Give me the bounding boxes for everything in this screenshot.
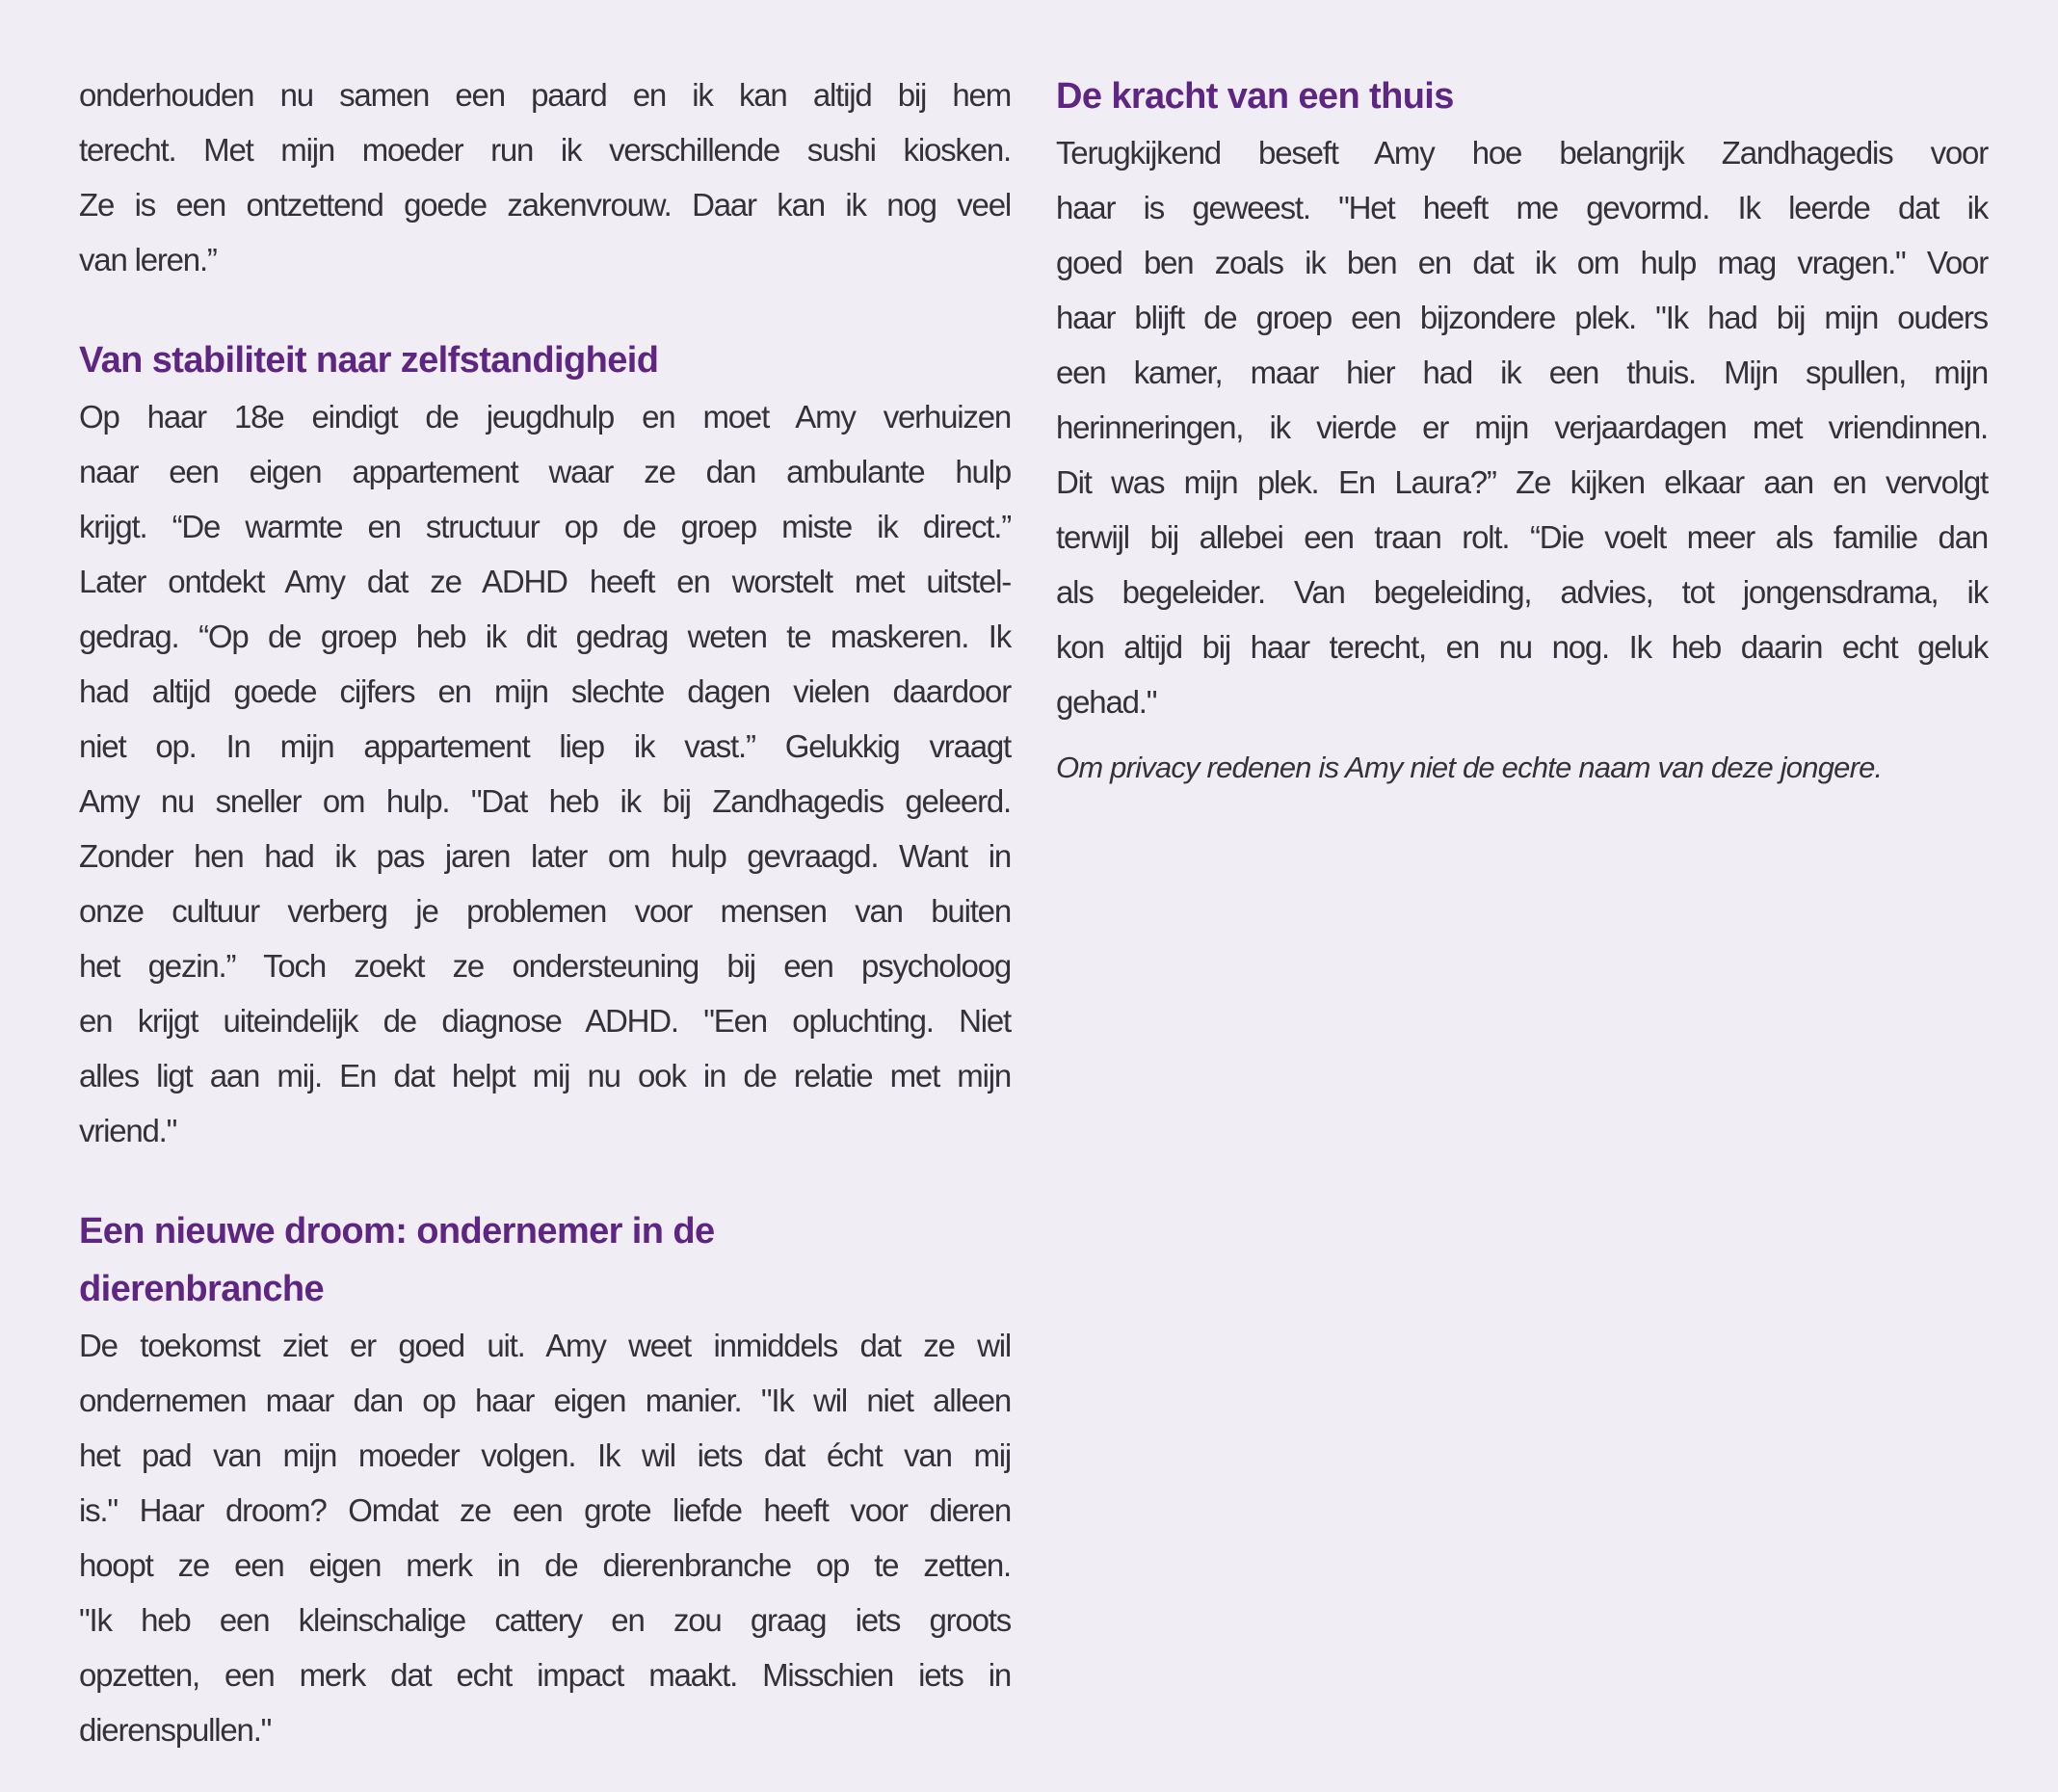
- text-line: Op haar 18e eindigt de jeugdhulp en moet Amy verhuizen: [79, 399, 1011, 435]
- text-line: een kamer, maar hier had ik een thuis. Mijn spullen, mijn: [1056, 355, 1988, 390]
- text-line: goed ben zoals ik ben en dat ik om hulp mag vragen." Voor: [1056, 245, 1988, 280]
- paragraph: [79, 389, 1011, 1158]
- text-line: onderhouden nu samen een paard en ik kan altijd bij hem: [79, 77, 1011, 113]
- text-line: De toekomst ziet er goed uit. Amy weet inmiddels dat ze wil: [79, 1328, 1011, 1363]
- text-line: opzetten, een merk dat echt impact maakt. Misschien iets in: [79, 1657, 1011, 1693]
- text-line: kon altijd bij haar terecht, en nu nog. Ik heb daarin echt geluk: [1056, 629, 1988, 665]
- left-column: [79, 67, 1011, 1792]
- privacy-note: [1056, 745, 1988, 791]
- section-heading: [79, 331, 1011, 389]
- section-heading: [79, 1202, 1011, 1318]
- text-line: alles ligt aan mij. En dat helpt mij nu ook in de relatie met mijn: [79, 1058, 1011, 1094]
- text-line: krijgt. “De warmte en structuur op de groep miste ik direct.”: [79, 509, 1011, 544]
- text-line: Dit was mijn plek. En Laura?” Ze kijken elkaar aan en vervolgt: [1056, 464, 1988, 500]
- paragraph: [79, 67, 1011, 287]
- text-line: Zonder hen had ik pas jaren later om hulp gevraagd. Want in: [79, 838, 1011, 874]
- text-line: niet op. In mijn appartement liep ik vast.” Gelukkig vraagt: [79, 728, 1011, 764]
- text-line: had altijd goede cijfers en mijn slechte dagen vielen daardoor: [79, 673, 1011, 709]
- heading-line: Een nieuwe droom: ondernemer in de: [79, 1211, 715, 1252]
- paragraph: [79, 1318, 1011, 1757]
- text-line: het pad van mijn moeder volgen. Ik wil iets dat écht van mij: [79, 1437, 1011, 1473]
- text-line: en krijgt uiteindelijk de diagnose ADHD. "Een opluchting. Niet: [79, 1003, 1011, 1039]
- text-line: van leren.”: [79, 242, 217, 277]
- text-line: is." Haar droom? Omdat ze een grote liefde heeft voor dieren: [79, 1492, 1011, 1528]
- section-heading: [1056, 67, 1988, 125]
- text-line: haar is geweest. "Het heeft me gevormd. Ik leerde dat ik: [1056, 190, 1988, 225]
- text-line: Ze is een ontzettend goede zakenvrouw. Daar kan ik nog veel: [79, 187, 1011, 223]
- text-line: herinneringen, ik vierde er mijn verjaardagen met vriendinnen.: [1056, 409, 1988, 445]
- text-line: dierenspullen.": [79, 1712, 272, 1748]
- paragraph: [1056, 125, 1988, 729]
- text-line: Terugkijkend beseft Amy hoe belangrijk Zandhagedis voor: [1056, 135, 1988, 171]
- text-line: terecht. Met mijn moeder run ik verschillende sushi kiosken.: [79, 132, 1011, 168]
- text-line: onze cultuur verberg je problemen voor mensen van buiten: [79, 893, 1011, 929]
- heading-line: De kracht van een thuis: [1056, 76, 1454, 117]
- text-line: naar een eigen appartement waar ze dan ambulante hulp: [79, 454, 1011, 489]
- text-line: "Ik heb een kleinschalige cattery en zou graag iets groots: [79, 1602, 1011, 1638]
- text-line: gehad.": [1056, 684, 1157, 720]
- text-line: het gezin.” Toch zoekt ze ondersteuning bij een psycholoog: [79, 948, 1011, 984]
- right-column: [1056, 67, 1988, 1792]
- text-line: terwijl bij allebei een traan rolt. “Die voelt meer als familie dan: [1056, 519, 1988, 555]
- heading-line: dierenbranche: [79, 1269, 325, 1309]
- text-line: als begeleider. Van begeleiding, advies, tot jongensdrama, ik: [1056, 574, 1988, 610]
- heading-line: Van stabiliteit naar zelfstandigheid: [79, 340, 659, 381]
- text-line: gedrag. “Op de groep heb ik dit gedrag weten te maskeren. Ik: [79, 619, 1011, 654]
- text-line: Amy nu sneller om hulp. "Dat heb ik bij Zandhagedis geleerd.: [79, 783, 1011, 819]
- text-line: hoopt ze een eigen merk in de dierenbranche op te zetten.: [79, 1547, 1011, 1583]
- text-line: Later ontdekt Amy dat ze ADHD heeft en worstelt met uitstel-: [79, 564, 1011, 599]
- text-line: haar blijft de groep een bijzondere plek. "Ik had bij mijn ouders: [1056, 300, 1988, 335]
- text-line: vriend.": [79, 1113, 177, 1148]
- text-line: Om privacy redenen is Amy niet de echte naam van deze jongere.: [1056, 751, 1883, 784]
- text-line: ondernemen maar dan op haar eigen manier. "Ik wil niet alleen: [79, 1383, 1011, 1418]
